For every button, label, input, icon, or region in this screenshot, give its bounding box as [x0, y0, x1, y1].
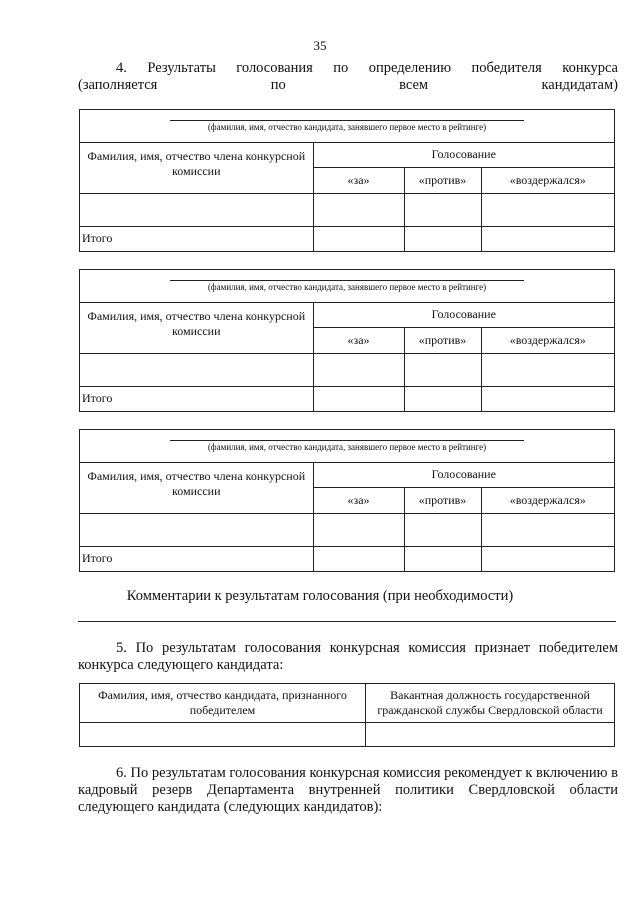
- winner-position-header: Вакантная должность государственной гражданской службы Свердловской области: [366, 684, 615, 723]
- voting-header: Голосование: [313, 143, 614, 167]
- total-abstain-cell[interactable]: [481, 546, 614, 571]
- member-cell[interactable]: [80, 513, 313, 546]
- col-abstain: «воздержался»: [481, 327, 614, 353]
- section-4-heading: [78, 60, 618, 94]
- total-label: Итого: [80, 226, 313, 251]
- total-label: Итого: [80, 386, 313, 411]
- total-against-cell[interactable]: [404, 546, 481, 571]
- candidate-header: [80, 270, 614, 303]
- page-number: 35: [313, 38, 327, 53]
- candidate-name-line: [170, 440, 524, 441]
- for-cell[interactable]: [313, 353, 404, 386]
- vote-table-3: [79, 429, 615, 572]
- col-against: «против»: [404, 167, 481, 193]
- section-4-line-1: 4. Результаты голосования по определению победителя конкурса: [116, 60, 618, 76]
- total-against-cell[interactable]: [404, 386, 481, 411]
- col-against: «против»: [404, 327, 481, 353]
- winner-candidate-cell[interactable]: [80, 723, 366, 747]
- for-cell[interactable]: [313, 513, 404, 546]
- against-cell[interactable]: [404, 513, 481, 546]
- against-cell[interactable]: [404, 353, 481, 386]
- voting-header: Голосование: [313, 303, 614, 327]
- comments-label: Комментарии к результатам голосования (при необходимости): [126, 588, 514, 604]
- abstain-cell[interactable]: [481, 193, 614, 226]
- candidate-caption: (фамилия, имя, отчество кандидата, занявшего первое место в рейтинге): [207, 122, 487, 132]
- col-for: «за»: [313, 167, 404, 193]
- total-for-cell[interactable]: [313, 226, 404, 251]
- candidate-name-line: [170, 120, 524, 121]
- member-header: Фамилия, имя, отчество члена конкурсной комиссии: [80, 303, 313, 353]
- winner-table: [79, 683, 615, 747]
- col-for: «за»: [313, 487, 404, 513]
- vote-table-2: [79, 269, 615, 412]
- comments-line[interactable]: [78, 621, 616, 622]
- section-6-text: 6. По результатам голосования конкурсная комиссия рекомендует к включению в кадровый резерв Департамента внутренней политики Свердловской области следующего кандидата (следующих кандидатов):: [78, 765, 618, 815]
- abstain-cell[interactable]: [481, 353, 614, 386]
- candidate-name-line: [170, 280, 524, 281]
- col-abstain: «воздержался»: [481, 487, 614, 513]
- abstain-cell[interactable]: [481, 513, 614, 546]
- candidate-header: [80, 430, 614, 463]
- col-abstain: «воздержался»: [481, 167, 614, 193]
- member-cell[interactable]: [80, 353, 313, 386]
- total-abstain-cell[interactable]: [481, 386, 614, 411]
- candidate-caption: (фамилия, имя, отчество кандидата, занявшего первое место в рейтинге): [207, 442, 487, 452]
- for-cell[interactable]: [313, 193, 404, 226]
- vote-table-1: [79, 109, 615, 252]
- winner-candidate-header: Фамилия, имя, отчество кандидата, признанного победителем: [80, 684, 366, 723]
- member-cell[interactable]: [80, 193, 313, 226]
- against-cell[interactable]: [404, 193, 481, 226]
- total-label: Итого: [80, 546, 313, 571]
- section-4-line-2: (заполняется по всем кандидатам): [78, 77, 618, 93]
- member-header: Фамилия, имя, отчество члена конкурсной комиссии: [80, 463, 313, 513]
- candidate-caption: (фамилия, имя, отчество кандидата, занявшего первое место в рейтинге): [207, 282, 487, 292]
- section-5-text: 5. По результатам голосования конкурсная комиссия признает победителем конкурса следующего кандидата:: [78, 640, 618, 673]
- total-against-cell[interactable]: [404, 226, 481, 251]
- candidate-header: [80, 110, 614, 143]
- col-for: «за»: [313, 327, 404, 353]
- col-against: «против»: [404, 487, 481, 513]
- total-for-cell[interactable]: [313, 386, 404, 411]
- voting-header: Голосование: [313, 463, 614, 487]
- member-header: Фамилия, имя, отчество члена конкурсной комиссии: [80, 143, 313, 193]
- winner-position-cell[interactable]: [366, 723, 615, 747]
- total-for-cell[interactable]: [313, 546, 404, 571]
- total-abstain-cell[interactable]: [481, 226, 614, 251]
